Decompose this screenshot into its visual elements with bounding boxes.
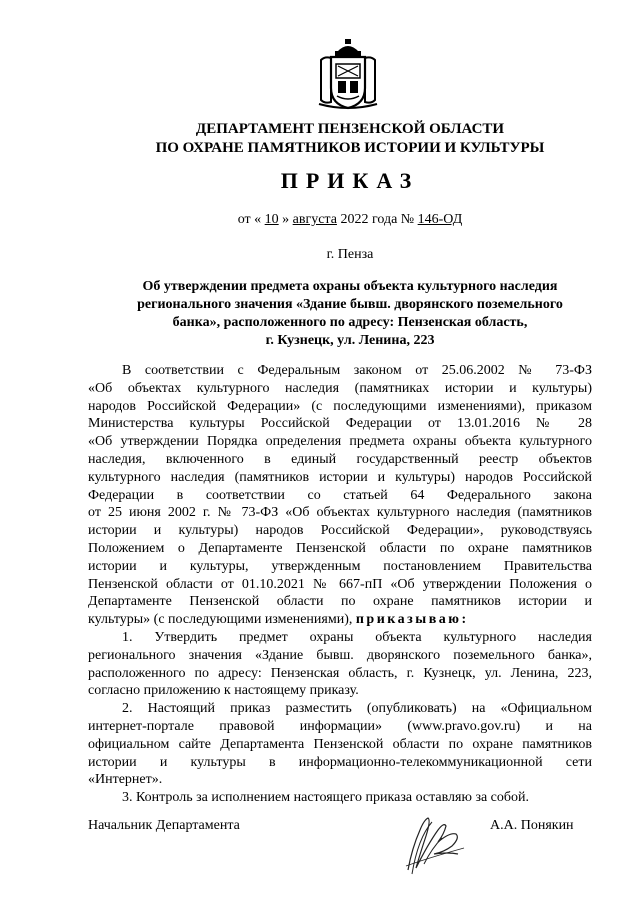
date-year: 2022 года №: [340, 212, 415, 227]
preamble-line: Федерации в соответствии со статьей 64 Федерального закона: [88, 487, 592, 503]
date-prefix: от «: [237, 212, 262, 227]
date-mid: »: [282, 212, 290, 227]
preamble-line: Пензенской области от 01.10.2021 № 667-пП «Об утверждении Положения о: [88, 576, 592, 592]
department-name-line2: ПО ОХРАНЕ ПАМЯТНИКОВ ИСТОРИИ И КУЛЬТУРЫ: [155, 140, 545, 156]
signatory-name: А.А. Понякин: [490, 818, 574, 833]
preamble-line: от 25 июня 2002 г. № 73-ФЗ «Об объектах культурного наследия (памятников: [88, 505, 592, 521]
subject-line: Об утверждении предмета охраны объекта культурного наследия: [142, 279, 558, 294]
item-line: 1. Утвердить предмет охраны объекта культурного наследия: [122, 629, 592, 645]
preamble-line: Департаменте Пензенской области по охране памятников истории и: [88, 594, 592, 610]
item-line: согласно приложению к настоящему приказу.: [88, 683, 359, 699]
subject-heading: [120, 278, 580, 350]
preamble-line: культурного наследия (памятников истории и культуры) народов Российской: [88, 469, 592, 485]
subject-line: банка», расположенного по адресу: Пензенская область,: [172, 315, 528, 330]
subject-line: г. Кузнецк, ул. Ленина, 223: [265, 333, 435, 348]
department-name-line1: ДЕПАРТАМЕНТ ПЕНЗЕНСКОЙ ОБЛАСТИ: [195, 121, 505, 137]
preamble-line: истории и культуры, утвержденным постановлением Правительства: [88, 558, 592, 574]
preamble-line: «Об объектах культурного наследия (памятниках истории и культуры): [88, 380, 592, 396]
document-title: ПРИКАЗ: [280, 168, 420, 193]
subject-line: регионального значения «Здание бывш. дворянского поземельного: [137, 297, 563, 312]
item-line: «Интернет».: [88, 772, 163, 788]
preamble-line: наследия, включенного в единый государственный реестр объектов: [88, 451, 592, 467]
item-line: официальном сайте Департамента Пензенской области по охране памятников: [88, 736, 592, 752]
handwritten-signature-icon: [398, 808, 470, 878]
item-line: интернет-портале правовой информации» (www.pravo.gov.ru) и на: [88, 718, 592, 734]
order-body: [88, 362, 592, 807]
item-line: истории и культуры в информационно-телекоммуникационной сети: [88, 754, 592, 770]
date-line: [80, 212, 620, 228]
preamble-line: Министерства культуры Российской Федерации от 13.01.2016 № 28: [88, 416, 592, 432]
preamble-line: культуры» (с последующими изменениями),: [88, 612, 353, 628]
item-line: регионального значения «Здание бывш. дворянского поземельного банка»,: [88, 647, 592, 663]
order-word: приказываю:: [355, 612, 469, 628]
preamble-line: истории и культуры) народов Российской Федерации», руководствуясь: [88, 523, 592, 539]
city: г. Пенза: [326, 247, 374, 262]
preamble-last-line: [88, 611, 592, 629]
preamble-line: народов Российской Федерации» (с последующими изменениями), приказом: [88, 398, 592, 414]
preamble-line: Положением о Департаменте Пензенской области по охране памятников: [88, 540, 592, 556]
date-month: августа: [292, 212, 337, 227]
date-day: 10: [264, 212, 279, 227]
document-number: 146-ОД: [417, 212, 463, 227]
item-line: 2. Настоящий приказ разместить (опубликовать) на «Официальном: [122, 701, 592, 717]
item-line: 3. Контроль за исполнением настоящего приказа оставляю за собой.: [122, 790, 530, 806]
preamble-line: «Об утверждении Порядка определения предмета охраны объекта культурного: [88, 434, 592, 450]
signatory-position: Начальник Департамента: [88, 818, 240, 833]
preamble-line: В соответствии с Федеральным законом от 25.06.2002 № 73-ФЗ: [122, 363, 592, 378]
item-line: расположенного по адресу: Пензенская область, г. Кузнецк, ул. Ленина, 223,: [88, 665, 592, 681]
coat-of-arms-icon: [315, 38, 381, 110]
